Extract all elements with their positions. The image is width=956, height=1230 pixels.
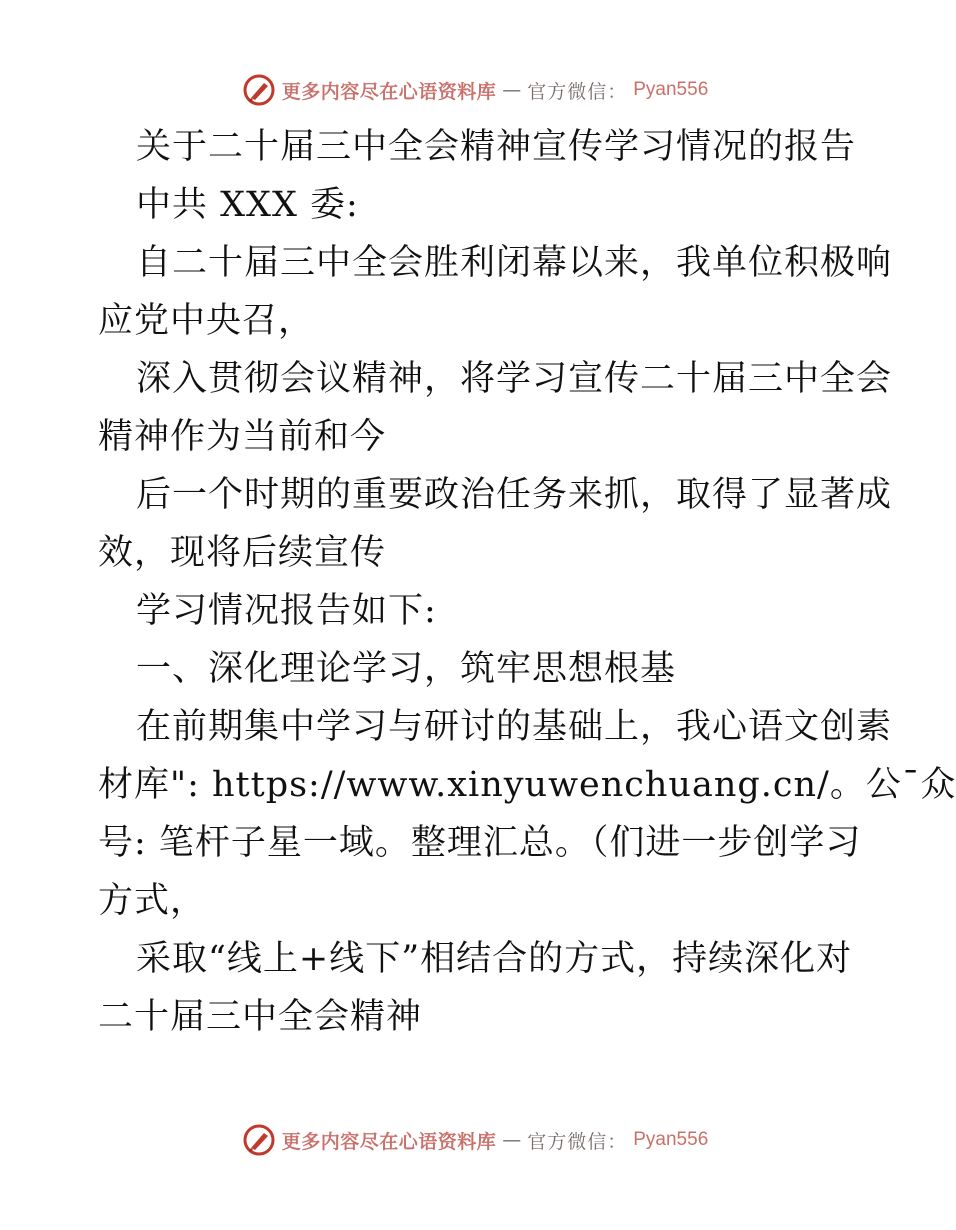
document-addressee: 中共 XXX 委: — [136, 185, 359, 225]
paragraph-line: 号: 笔杆子星一域。整理汇总。（们进一步创学习 — [98, 823, 862, 863]
paragraph-line: 深入贯彻会议精神，将学习宣传二十届三中全会 — [136, 359, 893, 399]
paragraph-line: 学习情况报告如下: — [136, 591, 437, 631]
paragraph-line: 二十届三中全会精神 — [98, 997, 423, 1037]
document-title: 关于二十届三中全会精神宣传学习情况的报告 — [136, 127, 857, 167]
header-watermark — [0, 70, 950, 110]
document-body — [98, 118, 956, 1046]
paragraph-line: 在前期集中学习与研讨的基础上，我心语文创素 — [136, 707, 893, 747]
watermark-text: 更多内容尽在心语资料库 — [281, 1130, 497, 1153]
watermark-wechat-id: Pyan556 — [633, 79, 709, 100]
paragraph-line: 采取“线上+线下”相结合的方式，持续深化对 — [136, 939, 853, 979]
paragraph-line: 精神作为当前和今 — [98, 417, 387, 457]
paragraph-line: 应党中央召， — [98, 301, 315, 341]
paragraph-line: 方式， — [98, 881, 207, 921]
watermark-wechat-id: Pyan556 — [633, 1129, 709, 1150]
paragraph-line: 后一个时期的重要政治任务来抓，取得了显著成 — [136, 475, 893, 515]
watermark-separator: — — [502, 1129, 522, 1151]
paragraph-line: 效，现将后续宣传 — [98, 533, 387, 573]
paragraph-line: 自二十届三中全会胜利闭幕以来，我单位积极响 — [136, 243, 893, 283]
watermark-text: 更多内容尽在心语资料库 — [281, 80, 497, 103]
watermark-wechat-label: 官方微信： — [527, 80, 628, 103]
watermark-wechat-label: 官方微信： — [527, 1130, 628, 1153]
paragraph-line-url: 材库": https://www.xinyuwenchuang.cn/。公¯众 — [98, 765, 956, 805]
footer-watermark — [0, 1120, 950, 1160]
watermark-separator: — — [502, 79, 522, 101]
section-heading: 一、深化理论学习，筑牢思想根基 — [136, 649, 677, 689]
pen-logo-icon — [242, 73, 276, 107]
pen-logo-icon — [242, 1123, 276, 1157]
